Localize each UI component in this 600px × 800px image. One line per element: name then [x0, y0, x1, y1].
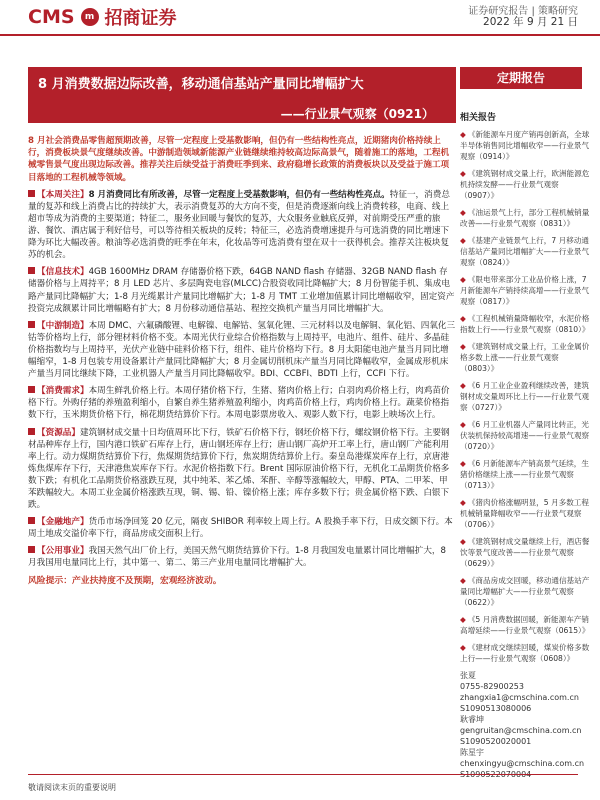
square-bullet-icon: [28, 321, 35, 328]
diamond-bullet-icon: ◆: [460, 314, 466, 323]
footer-note: 敬请阅读末页的重要说明: [28, 783, 116, 792]
related-report-title: 《建筑钢材成交量继续上行，酒店餐饮等景气度改善——行业景气观察（0629）》: [460, 537, 590, 568]
related-report-title: 《建材成交继续回暖，煤炭价格多数上行——行业景气观察（0608）》: [460, 643, 590, 663]
risk-note: 风险提示：产业扶持度不及预期，宏观经济波动。: [28, 575, 222, 586]
section-paragraph: [28, 516, 456, 540]
related-report-link[interactable]: [460, 207, 590, 229]
diamond-bullet-icon: ◆: [460, 169, 466, 178]
related-report-link[interactable]: [460, 313, 590, 335]
related-report-title: 《建筑钢材成交量上行，工业金属价格多数上涨——行业景气观察（0803）》: [460, 342, 590, 373]
section-paragraph: [28, 320, 456, 380]
related-report-title: 《新能源车月度产销再创新高，全球半导体销售同比增幅收窄——行业景气观察（0914）》: [460, 130, 590, 161]
section-paragraph: [28, 545, 456, 569]
section-text: 本周 DMC、六氟磷酸锂、电解镍、电解钴、氢氧化锂、三元材料以及电解铜、氧化铝、四氧化三钴等价格均上行，部分锂材料价格不变。本周光伏行业综合价格指数与上周持平，电池片、组件、硅片、多晶硅价格指数均与上周持平，光伏产业链中硅料价格下行，组件、硅片价格均下行。8 月太阳能电池产量当月同比增幅缩窄，1-8 月包装专用设备累计产量同比降幅扩大；8 月金属切削机床产量当月同比降幅收窄，金属成形机床产量当月同比继续下降，工业机器人产量当月同比降幅收窄。BDI、CCBFI、BDTI 上行，CCFI 下行。: [28, 320, 456, 380]
square-bullet-icon: [28, 386, 35, 393]
related-report-link[interactable]: [460, 419, 590, 452]
diamond-bullet-icon: ◆: [460, 576, 466, 585]
section-paragraph: [28, 189, 456, 262]
related-report-link[interactable]: [460, 458, 590, 491]
related-report-link[interactable]: [460, 642, 590, 664]
analyst-email[interactable]: chenxingyu@cmschina.com.cn: [460, 759, 585, 768]
square-bullet-icon: [28, 190, 35, 197]
section-tag: 【资源品】: [37, 427, 80, 438]
report-series: 证券研究报告 | 策略研究: [468, 6, 578, 17]
related-report-title: 《6 月新能源车产销高景气延续，生猪价格继续上涨——行业景气观察（0713）》: [460, 459, 589, 490]
square-bullet-icon: [28, 267, 35, 274]
related-report-link[interactable]: [460, 614, 590, 636]
related-reports-header: 相关报告: [460, 113, 497, 123]
section-text: 货币市场净回笼 20 亿元，隔夜 SHIBOR 利率较上周上行。A 股换手率下行，日成交额下行。本周土地成交溢价率下行，商品房成交面积上行。: [28, 517, 453, 540]
page-header: [0, 0, 600, 52]
title-banner: [28, 67, 456, 123]
summary-paragraph: 8 月社会消费品零售超预期改善，尽管一定程度上受基数影响，但仍有一些结构性亮点，近期猪肉价格持续上行，消费板块景气度继续改善。中游制造领域新能源产业链继续维持较高边际高景气，随着施工的落地，工程机械零售景气度出现边际改善。推荐关注后续受益于消费旺季到来、政府稳增长政策的消费板块以及受益于施工项目落地的工程机械等领域。: [28, 136, 450, 183]
footer-divider: [28, 774, 578, 775]
diamond-bullet-icon: ◆: [460, 130, 466, 139]
diamond-bullet-icon: ◆: [460, 275, 466, 284]
logo-badge-icon: m: [81, 8, 99, 26]
section-tag: 【本周关注】: [37, 189, 89, 200]
related-report-link[interactable]: [460, 575, 590, 608]
section-text: 4GB 1600MHz DRAM 存储器价格下跌，64GB NAND flash 存储器、32GB NAND flash 存储器价格与上周持平；8 月 LED 芯片、多层陶瓷电容(MLCC)合股资收同比降幅扩大；8 月份智能手机、集成电路产量同比降幅扩大；1-8 月光缆累计产量同比增幅扩大；1-8 月 TMT 工业增加值累计同比增幅收窄，固定资产投资完成额累计同比增幅略有扩大；8 月份移动通信基站、程控交换机产量当月同比增幅扩大。: [28, 267, 455, 314]
sidebar: [460, 110, 590, 780]
section-tag: 【中游制造】: [37, 320, 89, 331]
section-highlight: 8 月消费同比有所改善，尽管一定程度上受基数影响，但仍有一些结构性亮点。: [88, 189, 390, 200]
analyst-phone: 0755-82900253: [460, 682, 524, 691]
diamond-bullet-icon: ◆: [460, 208, 466, 217]
main-content: [28, 135, 456, 587]
report-title: 8 月消费数据边际改善，移动通信基站产量同比增幅扩大: [38, 77, 364, 92]
diamond-bullet-icon: ◆: [460, 537, 466, 546]
diamond-bullet-icon: ◆: [460, 420, 466, 429]
related-report-title: 《猪肉价格涨幅明显，5 月多数工程机械销量降幅收窄——行业景气观察（0706）》: [460, 498, 589, 529]
square-bullet-icon: [28, 517, 35, 524]
analyst-email[interactable]: zhangxia1@cmschina.com.cn: [460, 693, 579, 702]
related-report-link[interactable]: [460, 341, 590, 374]
section-paragraph: [28, 266, 456, 314]
diamond-bullet-icon: ◆: [460, 381, 466, 390]
diamond-bullet-icon: ◆: [460, 236, 466, 245]
section-text: 我国天然气出厂价上行，美国天然气期货结算价下行。1-8 月我国发电量累计同比增幅扩大，8 月我国用电量同比上行，其中第一、第二、第三产业用电量同比增幅扩大。: [28, 546, 446, 569]
analyst-name: 耿睿坤: [460, 715, 484, 724]
related-report-title: 《油运景气上行，部分工程机械销量改善——行业景气观察（0831）》: [460, 208, 590, 228]
section-tag: 【金融地产】: [37, 517, 89, 528]
square-bullet-icon: [28, 428, 35, 435]
section-text: 建筑钢材成交量十日均值周环比下行，铁矿石价格下行，钢坯价格下行，螺纹钢价格下行。主要钢材品种库存上行，国内港口铁矿石库存上行，唐山钢坯库存上行；唐山钢厂高炉开工率上行，唐山钢厂产能利用率上行。动力煤期货结算价下行，焦煤期货结算价下行，焦炭期货结算价上行。秦皇岛港煤炭库存上行，京唐港炼焦煤库存下行，天津港焦炭库存下行。水泥价格指数下行。Brent 国际原油价格下行，无机化工品期货价格多数下跌；有机化工品期货价格涨跌互现，其中纯苯、苯乙烯、苯酐、辛醇等涨幅较大，甲醇、PTA、二甲苯、甲苯跌幅较大。本周工业金属价格涨跌互现，铜、锡、铅、镍价格上涨；库存多数下行；贵金属价格下跌、白银下跌。: [28, 427, 450, 511]
analyst-cert: S1090520020001: [460, 737, 532, 746]
related-report-link[interactable]: [460, 380, 590, 413]
related-report-link[interactable]: [460, 129, 590, 162]
section-paragraph: [28, 385, 456, 421]
logo-text: CMS: [28, 6, 75, 28]
related-report-title: 《基建产业链景气上行，7 月移动通信基站产量同比增幅扩大——行业景气观察（0824）》: [460, 236, 590, 267]
brand-logo: [28, 4, 177, 30]
analyst-cert: S1090513080006: [460, 704, 532, 713]
report-date: 2022 年 9 月 21 日: [483, 16, 578, 28]
diamond-bullet-icon: ◆: [460, 459, 466, 468]
related-report-title: 《6 月工业机器人产量同比转正，光伏装机保持较高增速——行业景气观察（0720）》: [460, 420, 590, 451]
logo-cn: 招商证券: [104, 8, 177, 29]
related-report-title: 《限电带来部分工业品价格上涨，7 月新能源车产销持续高增——行业景气观察（0817）》: [460, 275, 590, 306]
analyst-email[interactable]: gengruitan@cmschina.com.cn: [460, 726, 582, 735]
related-report-link[interactable]: [460, 497, 590, 530]
related-report-title: 《6 月工业企业盈利继续改善，建筑钢材成交量周环比上行——行业景气观察（0727）》: [460, 381, 590, 412]
analyst-name: 张夏: [460, 671, 476, 680]
diamond-bullet-icon: ◆: [460, 643, 466, 652]
related-report-link[interactable]: [460, 274, 590, 307]
diamond-bullet-icon: ◆: [460, 615, 466, 624]
related-report-link[interactable]: [460, 168, 590, 201]
section-tag: 【信息技术】: [37, 267, 89, 278]
analyst-name: 陈星宇: [460, 748, 484, 757]
square-bullet-icon: [28, 546, 35, 553]
report-type-badge: 定期报告: [460, 67, 582, 89]
section-paragraph: [28, 427, 456, 512]
diamond-bullet-icon: ◆: [460, 342, 466, 351]
diamond-bullet-icon: ◆: [460, 498, 466, 507]
section-text: 特征一，消费总量的复苏和线上消费占比的持续扩大，表示消费复苏的大方向不变，但是消费逐渐向线上消费转移，电商、线上超市等成为消费的主要渠道；特征二，服务业回暖与餐饮的复苏，大众服务业触底反弹，对前期受压严重的旅游、餐饮、酒店属于利好信号，可以等待相关板块的反转；特征三，必选消费增速提升与可选消费的同比增速下降为环比大幅改善。粮油等必选消费的旺季在年末，化妆品等可选消费有望在双十一获得机会。推荐关注板块复苏的机会。: [28, 189, 450, 261]
related-report-link[interactable]: [460, 536, 590, 569]
section-tag: 【公用事业】: [37, 546, 89, 557]
related-report-link[interactable]: [460, 235, 590, 268]
related-report-title: 《建筑钢材成交量上行，欧洲能源危机持续发酵——行业景气观察（0907）》: [460, 169, 590, 200]
related-report-title: 《工程机械销量降幅收窄，水泥价格指数上行——行业景气观察（0810）》: [460, 314, 590, 334]
related-report-title: 《商品房成交回暖，移动通信基站产量同比增幅扩大——行业景气观察（0622）》: [460, 576, 590, 607]
related-report-title: 《5 月消费数据回暖，新能源车产销高增延续——行业景气观察（0615）》: [460, 615, 590, 635]
section-tag: 【消费需求】: [37, 386, 89, 397]
report-subtitle: ——行业景气观察（0921）: [280, 107, 434, 121]
section-text: 本周生鲜乳价格上行。本周仔猪价格下行，生猪、猪肉价格上行；白羽肉鸡价格上行，肉鸡苗价格下行。外购仔猪的养殖盈利缩小，自繁自养生猪养殖盈利缩小，肉鸡苗价格上行，鸡肉价格上行。蔬菜价格指数下行，玉米期货价格下行，棉花期货结算价下行。本周电影票房收入、观影人数下行，电影上映场次上行。: [28, 386, 450, 421]
header-divider: [0, 34, 600, 36]
